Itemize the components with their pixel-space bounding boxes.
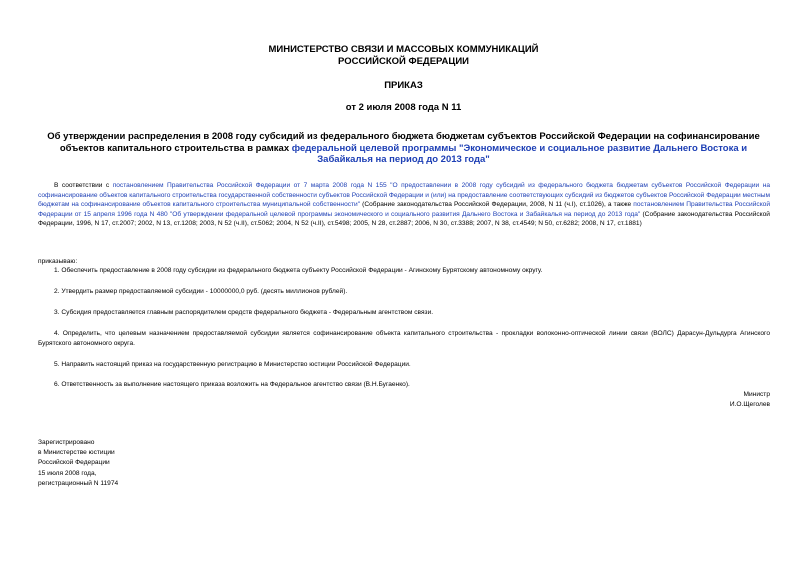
- registration-line-2: в Министерстве юстиции: [38, 449, 115, 457]
- registration-line-5: регистрационный N 11974: [38, 479, 119, 487]
- signer-position: Министр: [743, 391, 770, 398]
- registration-block: [38, 438, 118, 489]
- registration-line-1: Зарегистрировано: [38, 439, 95, 446]
- registration-line-4: 15 июля 2008 года,: [38, 469, 97, 477]
- order-item-5: 5. Направить настоящий приказ на государственную регистрацию в Министерство юстиции Российской Федерации.: [54, 361, 411, 368]
- document-date: от 2 июля 2008 года N 11: [345, 102, 462, 113]
- decree-155-link[interactable]: постановлением Правительства Российской Федерации от 7 марта 2008 года N 155 "О предоставлении в 2008 году субсидий из федерального бюджета бюджетам субъектов Российской Федерации на софинансирование объектов капитального строительства государственной собственности субъектов Российской Федерации и (или) на предоставление соответствующих субсидий из бюджетов субъектов Российской Федерации местным бюджетам на софинансирование объектов капитального строительства муниципальной собственности": [38, 182, 771, 209]
- registration-line-3: Российской Федерации: [38, 459, 110, 467]
- ministry-header: [0, 44, 807, 67]
- preamble-paragraph: [38, 181, 770, 229]
- document-type: ПРИКАЗ: [384, 80, 423, 91]
- preamble-text-2: (Собрание законодательства Российской Федерации, 2008, N 11 (ч.I), ст.1026), а также: [360, 201, 634, 209]
- preamble-text-1: В соответствии с: [54, 182, 113, 189]
- order-item-4: 4. Определить, что целевым назначением предоставляемой субсидии является софинансирование объекта капитального строительства - прокладки волоконно-оптической линии связи (ВОЛС) Дарасун-Дульдурга Агинского Бурятского автономного округа.: [38, 330, 770, 347]
- order-item-1: 1. Обеспечить предоставление в 2008 году субсидии из федерального бюджета субъекту Российской Федерации - Агинскому Бурятскому автономному округу.: [54, 267, 543, 274]
- order-word: приказываю:: [38, 258, 78, 265]
- ministry-name-line2: РОССИЙСКОЙ ФЕДЕРАЦИИ: [337, 55, 469, 67]
- order-item-6: 6. Ответственность за выполнение настоящего приказа возложить на Федеральное агентство связи (В.Н.Бугаенко).: [54, 381, 410, 388]
- decree-480-link[interactable]: постановлением Правительства Российской Федерации от 15 апреля 1996 года N 480 "Об утверждении федеральной целевой программы экономического и социального развития Дальнего Востока и Забайкалья на период до 2013 года": [38, 201, 771, 218]
- document-title: [36, 131, 771, 166]
- preamble-text-3: (Собрание законодательства Российской Федерации, 1996, N 17, ст.2007; 2002, N 13, ст.1208; 2003, N 52 (ч.II), ст.5062; 2004, N 52 (ч.II), ст.5498; 2005, N 28, ст.2887; 2006, N 30, ст.3388; 2007, N 38, ст.4549; N 50, ст.6282; 2008, N 17, ст.1881): [38, 210, 770, 228]
- ministry-name-line1: МИНИСТЕРСТВО СВЯЗИ И МАССОВЫХ КОММУНИКАЦИЙ: [268, 44, 539, 55]
- order-item-2: 2. Утвердить размер предоставляемой субсидии - 10000000,0 руб. (десять миллионов рублей).: [54, 288, 348, 295]
- signature-block: [730, 390, 770, 409]
- program-link[interactable]: федеральной целевой программы "Экономическое и социальное развитие Дальнего Востока и Забайкалья на период до 2013 года": [291, 142, 748, 165]
- order-item-3: 3. Субсидия предоставляется главным распорядителем средств федерального бюджета - Федеральным агентством связи.: [54, 309, 434, 316]
- title-text: Об утверждении распределения в 2008 году субсидий из федерального бюджета бюджетам субъектов Российской Федерации на софинансирование объектов капитального строительства в рамках: [47, 131, 760, 154]
- signer-name: И.О.Щеголев: [729, 400, 770, 408]
